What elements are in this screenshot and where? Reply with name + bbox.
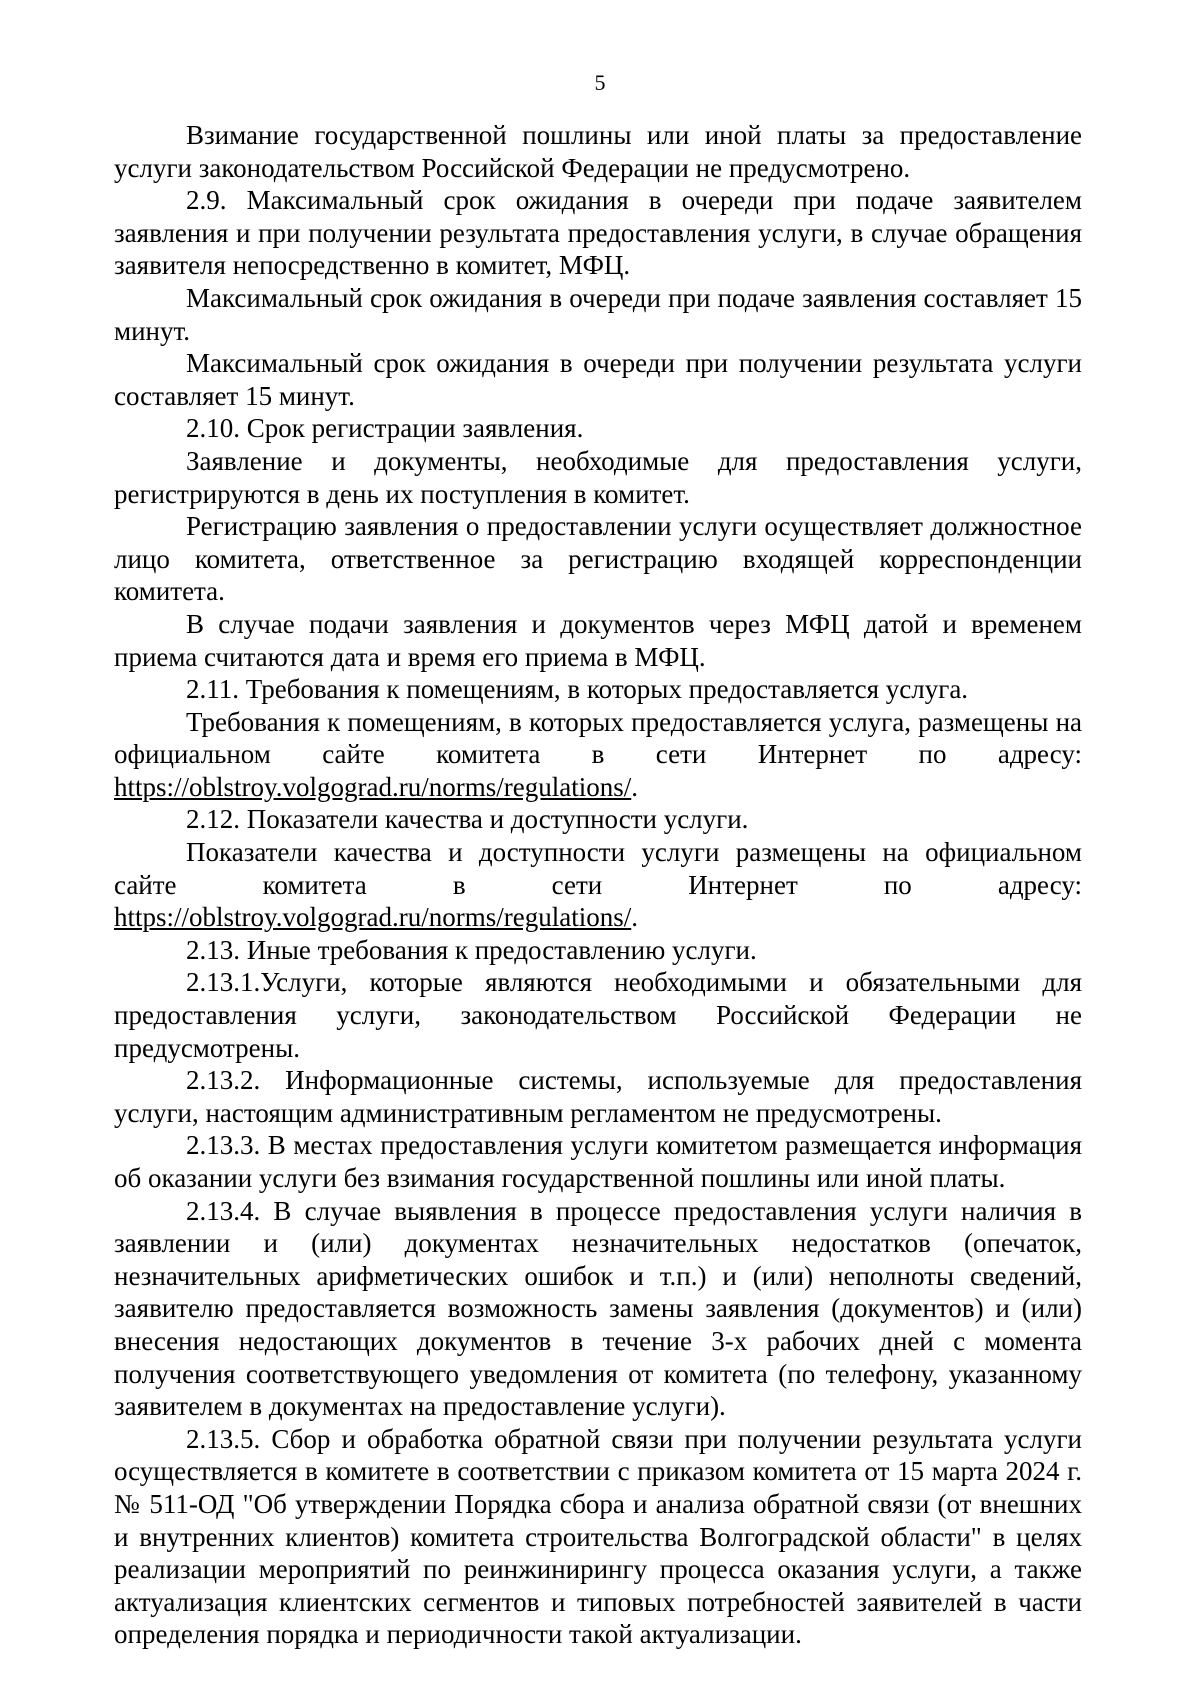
paragraph-2-13-4: 2.13.4. В случае выявления в процессе предоставления услуги наличия в заявлении и (или) документах незначительных недостатков (опечаток, незначительных арифметических ошибок и т.п.) и (или) неполноты сведений, заявителю предоставляется возможность замены заявления (документов) и (или) внесения недостающих документов в течение 3-х рабочих дней с момента получения соответствующего уведомления от комитета (по телефону, указанному заявителем в документах на предоставление услуги). <box>114 1195 1082 1422</box>
paragraph-2-10: 2.10. Срок регистрации заявления. <box>186 413 584 444</box>
paragraph-mfc-date: В случае подачи заявления и документов через МФЦ датой и временем приема считаются дата и время его приема в МФЦ. <box>114 608 1082 672</box>
quality-tail: . <box>631 902 638 933</box>
quality-text: Показатели качества и доступности услуги размещены на официальном сайте комитета в сети Интернет по адресу: <box>114 837 1082 900</box>
paragraph-registration-officer: Регистрацию заявления о предоставлении услуги осуществляет должностное лицо комитета, ответственное за регистрацию входящей корреспонденции комитета. <box>114 511 1082 607</box>
paragraph-2-13-2: 2.13.2. Информационные системы, используемые для предоставления услуги, настоящим административным регламентом не предусмотрены. <box>114 1065 1082 1128</box>
paragraph-quality-indicators <box>114 836 1082 934</box>
paragraph-2-13-3: 2.13.3. В местах предоставления услуги комитетом размещается информация об оказании услуги без взимания государственной пошлины или иной платы. <box>114 1130 1082 1193</box>
rooms-text: Требования к помещениям, в которых предоставляется услуга, размещены на официальном сайте комитета в сети Интернет по адресу: <box>114 706 1082 770</box>
quality-link[interactable]: https://oblstroy.volgograd.ru/norms/regulations/ <box>114 902 632 933</box>
rooms-link[interactable]: https://oblstroy.volgograd.ru/norms/regulations/ <box>114 771 632 802</box>
paragraph-2-13-1: 2.13.1.Услуги, которые являются необходимыми и обязательными для предоставления услуги, законодательством Российской Федерации не предусмотрены. <box>114 967 1082 1063</box>
paragraph-wait-result: Максимальный срок ожидания в очереди при получении результата услуги составляет 15 минут. <box>114 348 1082 411</box>
document-body <box>114 119 1082 1651</box>
paragraph-registration-day: Заявление и документы, необходимые для предоставления услуги, регистрируются в день их поступления в комитет. <box>114 445 1082 509</box>
paragraph-2-11: 2.11. Требования к помещениям, в которых предоставляется услуга. <box>186 674 969 705</box>
paragraph-wait-submit: Максимальный срок ожидания в очереди при подаче заявления составляет 15 минут. <box>114 282 1082 346</box>
paragraph-rooms-requirements <box>114 706 1082 804</box>
paragraph-2-12: 2.12. Показатели качества и доступности услуги. <box>186 804 749 835</box>
paragraph-2-13-5: 2.13.5. Сбор и обработка обратной связи при получении результата услуги осуществляется в комитете в соответствии с приказом комитета от 15 марта 2024 г. № 511-ОД "Об утверждении Порядка сбора и анализа обратной связи (от внешних и внутренних клиентов) комитета строительства Волгоградской области" в целях реализации мероприятий по реинжинирингу процесса оказания услуги, а также актуализация клиентских сегментов и типовых потребностей заявителей в части определения порядка и периодичности такой актуализации. <box>114 1423 1082 1650</box>
rooms-tail: . <box>631 771 638 802</box>
page-number: 5 <box>594 70 606 95</box>
paragraph-2-9: 2.9. Максимальный срок ожидания в очереди при подаче заявителем заявления и при получении результата предоставления услуги, в случае обращения заявителя непосредственно в комитет, МФЦ. <box>114 185 1082 281</box>
paragraph-2-13: 2.13. Иные требования к предоставлению услуги. <box>186 934 757 965</box>
paragraph-fee: Взимание государственной пошлины или иной платы за предоставление услуги законодательством Российской Федерации не предусмотрено. <box>114 120 1082 183</box>
